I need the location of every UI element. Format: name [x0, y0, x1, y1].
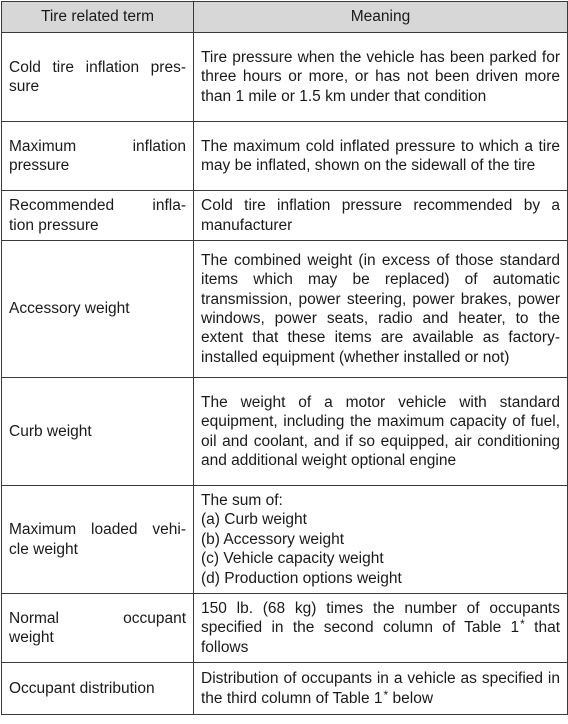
term-line: Curb weight: [9, 422, 92, 440]
header-term: Tire related term: [2, 2, 194, 33]
table-row: [2, 594, 568, 663]
table-row: [2, 191, 568, 241]
footnote-asterisk: *: [520, 617, 525, 632]
table-row: [2, 378, 568, 486]
term-line: weight: [9, 629, 54, 646]
meaning-cell: Cold tire inflation pressure recommended by a manufacturer: [194, 191, 568, 241]
meaning-line: (c) Vehicle capacity weight: [201, 550, 384, 568]
meaning-cell: [194, 594, 568, 663]
header-row: [2, 2, 568, 33]
meaning-line: (a) Curb weight: [201, 511, 307, 529]
term-line: tion pressure: [9, 216, 99, 234]
term-cell: [2, 594, 194, 663]
term-line: sure: [9, 78, 40, 95]
header-meaning: Meaning: [194, 2, 568, 33]
term-cell: [2, 241, 194, 378]
table-row: [2, 33, 568, 122]
meaning-text: Distribution of occupants in a vehicle as specified in the third column of Table 1: [201, 670, 560, 707]
meaning-line: (d) Production options weight: [201, 569, 402, 587]
meaning-cell: [194, 486, 568, 594]
term-line: Occupant distribution: [9, 679, 155, 697]
term-cell: [2, 486, 194, 594]
meaning-line: The sum of:: [201, 491, 283, 509]
table-row: [2, 241, 568, 378]
term-line: Maximum loaded vehi-: [9, 521, 186, 539]
term-line: Normal occupant: [9, 609, 186, 627]
meaning-cell: The combined weight (in excess of those standard items which may be replaced) of automatic transmission, power steering, power brakes, power windows, power seats, radio and heater, to the extent that these items are available as factory-installed equipment (whether installed or not): [194, 241, 568, 378]
meaning-cell: Tire pressure when the vehicle has been parked for three hours or more, or has not been driven more than 1 mile or 1.5 km under that condition: [194, 33, 568, 122]
term-line: Maximum inflation: [9, 137, 186, 155]
meaning-text: 150 lb. (68 kg) times the number of occupants specified in the second column of Table 1: [201, 599, 560, 637]
term-cell: [2, 663, 194, 715]
table-row: [2, 663, 568, 715]
term-line: Cold tire inflation pres-: [9, 58, 186, 76]
meaning-line: (b) Accessory weight: [201, 530, 344, 548]
meaning-cell: The maximum cold inflated pressure to which a tire may be inflated, shown on the sidewall of the tire: [194, 122, 568, 191]
tire-terms-table: [1, 1, 568, 715]
term-line: pressure: [9, 157, 70, 174]
term-line: cle weight: [9, 540, 78, 558]
meaning-tail: that follows: [201, 619, 560, 656]
term-line: Recommended infla-: [9, 197, 186, 215]
meaning-cell: The weight of a motor vehicle with standard equipment, including the maximum capacity of fuel, oil and coolant, and if so equipped, air conditioning and additional weight optional engine: [194, 378, 568, 486]
term-cell: [2, 191, 194, 241]
term-cell: [2, 378, 194, 486]
meaning-tail: below: [388, 689, 434, 707]
table-row: [2, 486, 568, 594]
term-cell: [2, 122, 194, 191]
table-row: [2, 122, 568, 191]
term-line: Accessory weight: [9, 300, 130, 318]
meaning-cell: [194, 663, 568, 715]
footnote-asterisk: *: [383, 687, 389, 702]
term-cell: [2, 33, 194, 122]
